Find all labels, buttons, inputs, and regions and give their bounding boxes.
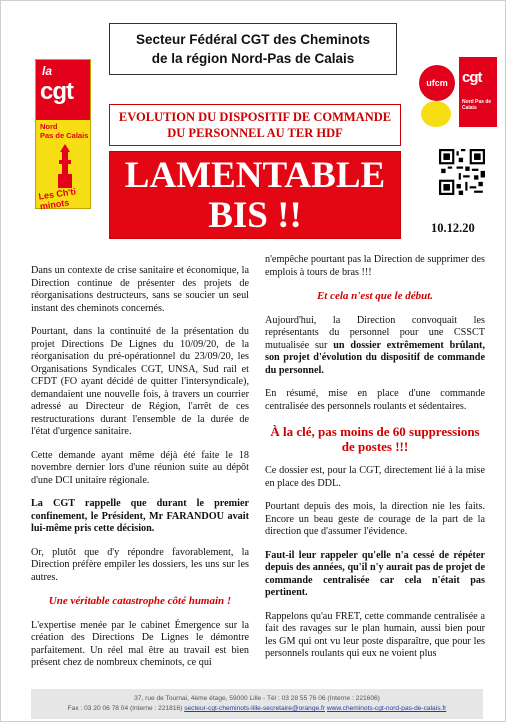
header-title-line1: Secteur Fédéral CGT des Cheminots <box>135 32 371 47</box>
logo-cgt-text: cgt <box>40 78 73 105</box>
cgt-right-logo <box>459 57 497 127</box>
document-date: 10.12.20 <box>431 221 475 235</box>
right-paragraph-2-lead: Aujourd'hui, la Direction convoquait les représentants du personnel pour une CSSCT mutualisée sur <box>265 314 485 351</box>
left-paragraph-4: La CGT rappelle que durant le premier confinement, le Président, Mr FARANDOU avait lui-même pris cette décision. <box>31 498 249 534</box>
left-paragraph-6: L'expertise menée par le cabinet Émergence sur la création des Directions De Lignes le démontre parfaitement. Un réel mal être au travail est bien présent chez de nombreux cheminots, ce qui <box>31 619 249 668</box>
footer <box>31 689 483 719</box>
ufcm-logo: ufcm <box>419 65 455 101</box>
subtitle-box <box>109 104 401 146</box>
right-paragraph-1: n'empêche pourtant pas la Direction de supprimer des emplois à tours de bras !!! <box>265 254 485 278</box>
right-paragraph-2 <box>265 315 485 378</box>
logo-la-text: la <box>42 64 53 78</box>
logo-region-text <box>40 122 88 140</box>
ufcm-yellow-emblem <box>421 101 451 127</box>
left-paragraph-2: Pourtant, dans la continuité de la présentation du projet Directions De Lignes du 10/09/20, de la réorganisation du pré-opérationnel du 23/09/20, les Organisations Syndicales CGT, UNSA, Sud rail et CFDT (FO ayant décidé de quitter l'intersyndicale), demandaient une nouvelle fois, à travers un courrier adressé au Directeur de Région, l'arrêt de ces restructurations durant l'ensemble de la durée de l'état d'urgence sanitaire. <box>31 326 249 437</box>
right-paragraph-7: Rappelons qu'au FRET, cette commande centralisée a fait des ravages sur le plan humain, aussi bien pour les GM qui ont vu leur poste disparaître, que pour les personnels roulants qui eux ne voient plus <box>265 610 485 659</box>
right-paragraph-2-bold: un dossier extrêmement brûlant, son projet d'évolution du dispositif de commande du personnel. <box>265 339 485 376</box>
qr-code-icon[interactable] <box>439 149 485 195</box>
right-logos <box>419 57 499 127</box>
footer-address: 37, rue de Tournai, 4ème étage, 59000 Lille - Tél : 03 28 55 76 06 (Interne : 221606) <box>134 695 380 702</box>
header-title-box <box>109 23 397 75</box>
left-paragraph-5: Or, plutôt que d'y répondre favorablement, la Direction préfère empiler les dossiers, les uns sur les autres. <box>31 546 249 583</box>
right-column <box>265 254 485 672</box>
right-paragraph-5: Pourtant depuis des mois, la direction nie les faits. Encore un beau geste de courage de la part de la direction que d'assumer l'évidence. <box>265 501 485 537</box>
footer-contacts <box>31 704 483 714</box>
headline-box <box>109 151 401 239</box>
header-title-line2: de la région Nord-Pas de Calais <box>151 51 355 66</box>
cgt-right-region: Nord Pas de Calais <box>462 99 492 111</box>
left-column <box>31 265 249 681</box>
left-paragraph-3: Cette demande ayant même déjà été faite le 18 novembre dernier lors d'une réunion suite au dépôt d'une DCI unitaire régionale. <box>31 449 249 486</box>
belfry-icon <box>56 144 74 188</box>
logo-region-line1: Nord <box>40 122 58 131</box>
footer-fax: Fax : 03 20 06 78 04 (Interne : 221816) <box>67 705 183 712</box>
right-paragraph-6: Faut-il leur rappeler qu'elle n'a cessé de répéter depuis des années, qu'il n'y aurait pas de projet de commande centralisée car cela n'était pas pertinent. <box>265 549 485 598</box>
footer-website-link[interactable]: www.cheminots-cgt-nord-pas-de-calais.fr <box>326 705 447 712</box>
right-paragraph-4: Ce dossier est, pour la CGT, directement lié à la mise en place des DDL. <box>265 465 485 489</box>
right-paragraph-3: En résumé, mise en place d'une commande centralisée des personnels roulants et sédentaires. <box>265 388 485 412</box>
left-paragraph-1: Dans un contexte de crise sanitaire et économique, la Direction continue de présenter des projets de réorganisations destructeurs, sans se soucier un seul instant des cheminots concernés. <box>31 265 249 314</box>
cgt-right-text: cgt <box>462 69 482 86</box>
headline-line2: BIS !! <box>208 195 302 236</box>
subtitle-line2: DU PERSONNEL AU TER HDF <box>167 126 343 140</box>
logo-region-line2: Pas de Calais <box>40 131 89 140</box>
logo-chti-text: Les Ch'ti minots <box>37 186 77 212</box>
left-section-heading: Une véritable catastrophe côté humain ! <box>48 595 232 607</box>
cgt-nord-pas-de-calais-logo <box>35 59 91 212</box>
subtitle-line1: EVOLUTION DU DISPOSITIF DE COMMANDE <box>118 110 392 124</box>
headline-line1: LAMENTABLE <box>124 155 386 196</box>
right-section-heading-1: Et cela n'est que le début. <box>316 290 434 302</box>
right-section-heading-2: À la clé, pas moins de 60 suppressions de postes !!! <box>270 424 480 454</box>
footer-email-link[interactable]: secteur-cgt-cheminots-lille-secretaire@orange.fr <box>184 705 326 712</box>
